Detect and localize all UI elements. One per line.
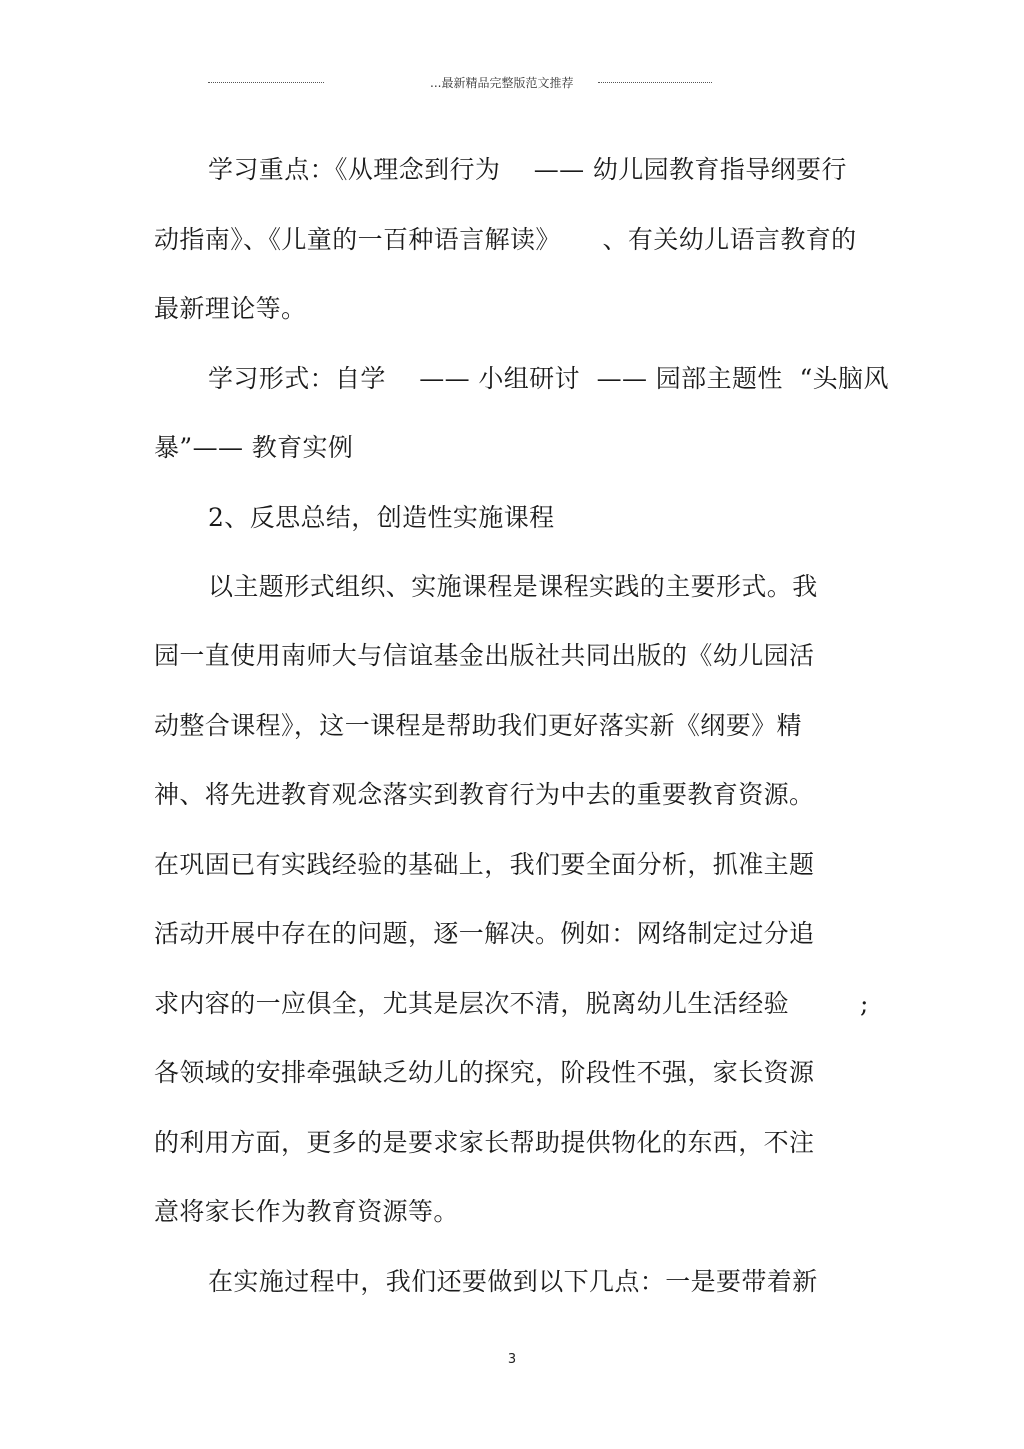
- paragraph-line-17: 在实施过程中，我们还要做到以下几点：一是要带着新: [208, 1267, 818, 1296]
- paragraph-line-1: 学习重点：《从理念到行为 —— 幼儿园教育指导纲要行: [208, 155, 847, 184]
- paragraph-line-5: 暴”—— 教育实例: [154, 433, 354, 462]
- paragraph-line-12: 活动开展中存在的问题，逐一解决。例如：网络制定过分追: [154, 919, 815, 948]
- header-dotted-rule-left: [208, 82, 324, 83]
- section-heading: 2、反思总结，创造性实施课程: [208, 503, 555, 532]
- paragraph-line-13-semicolon: ;: [860, 989, 869, 1018]
- paragraph-line-14: 各领域的安排牵强缺乏幼儿的探究，阶段性不强，家长资源: [154, 1058, 815, 1087]
- paragraph-line-3: 最新理论等。: [154, 294, 307, 323]
- paragraph-line-4: 学习形式：自学 —— 小组研讨 —— 园部主题性 “头脑风: [208, 364, 889, 393]
- page-number: 3: [507, 1352, 517, 1367]
- paragraph-line-2: 动指南》、《儿童的一百种语言解读》 、有关幼儿语言教育的: [154, 225, 857, 254]
- paragraph-line-13: 求内容的一应俱全，尤其是层次不清，脱离幼儿生活经验: [154, 989, 790, 1018]
- paragraph-line-8: 园一直使用南师大与信谊基金出版社共同出版的《幼儿园活: [154, 641, 815, 670]
- paragraph-line-15: 的利用方面，更多的是要求家长帮助提供物化的东西，不注: [154, 1128, 815, 1157]
- page-header: [0, 74, 1024, 94]
- paragraph-line-10: 神、将先进教育观念落实到教育行为中去的重要教育资源。: [154, 780, 815, 809]
- header-dotted-rule-right: [598, 82, 712, 83]
- paragraph-line-7: 以主题形式组织、实施课程是课程实践的主要形式。我: [208, 572, 818, 601]
- header-title: ...最新精品完整版范文推荐: [430, 76, 574, 90]
- paragraph-line-11: 在巩固已有实践经验的基础上，我们要全面分析，抓准主题: [154, 850, 815, 879]
- paragraph-line-9: 动整合课程》，这一课程是帮助我们更好落实新《纲要》精: [154, 711, 802, 740]
- paragraph-line-16: 意将家长作为教育资源等。: [154, 1197, 459, 1226]
